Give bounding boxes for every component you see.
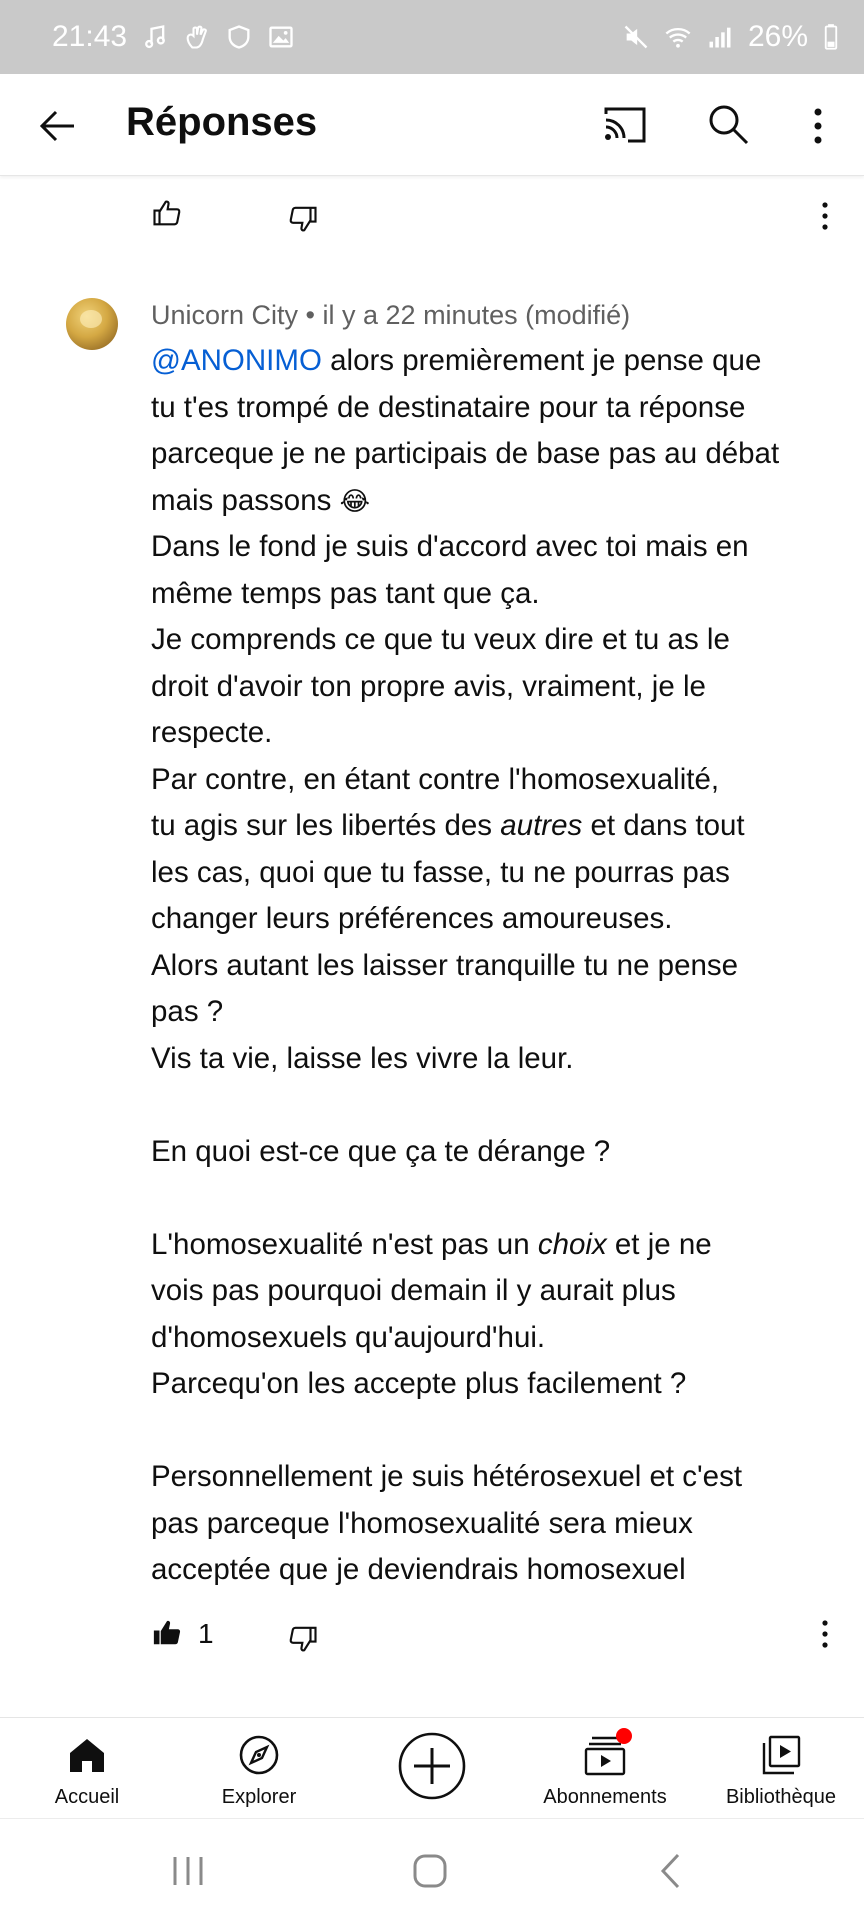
avatar[interactable]: [66, 298, 118, 350]
comment-actions: [0, 1612, 864, 1658]
search-icon[interactable]: [706, 102, 750, 146]
notification-badge: [616, 1728, 632, 1744]
page-title: Réponses: [126, 100, 318, 144]
comment-author[interactable]: Unicorn City: [151, 300, 299, 330]
back-arrow-icon[interactable]: [36, 104, 80, 148]
comment-line: mais passons 😂: [151, 483, 370, 517]
comment-line: vois pas pourquoi demain il y aurait plus: [151, 1274, 676, 1307]
thumb-down-outline-icon[interactable]: [288, 1624, 318, 1654]
image-icon: [267, 23, 295, 51]
like-count: 1: [198, 1618, 214, 1649]
library-icon: [760, 1734, 802, 1776]
back-button-icon[interactable]: [650, 1849, 694, 1893]
nav-item-explore[interactable]: [200, 1718, 318, 1818]
shield-icon: [225, 23, 253, 51]
comment-line: acceptée que je deviendrais homosexuel: [151, 1553, 686, 1586]
comment-line: Je comprends ce que tu veux dire et tu as le: [151, 623, 730, 656]
hand-icon: [183, 23, 211, 51]
comment-line: L'homosexualité n'est pas un choix et je ne: [151, 1227, 712, 1261]
nav-item-subscriptions[interactable]: [534, 1718, 676, 1818]
cast-icon[interactable]: [602, 104, 648, 146]
comment-line: respecte.: [151, 716, 273, 749]
create-plus-icon[interactable]: [398, 1732, 466, 1800]
bottom-nav: [0, 1717, 864, 1817]
status-bar: [0, 0, 864, 74]
comment-line: Alors autant les laisser tranquille tu ne pense: [151, 948, 739, 982]
status-bar-right: [622, 20, 840, 54]
laughing-emoji: 😂: [339, 485, 370, 516]
comment-line: les cas, quoi que tu fasse, tu ne pourras pas: [151, 855, 730, 889]
comment-line: changer leurs préférences amoureuses.: [151, 902, 673, 935]
comment-line: tu t'es trompé de destinataire pour ta réponse: [151, 390, 746, 424]
comment-line: d'homosexuels qu'aujourd'hui.: [151, 1320, 546, 1354]
music-note-icon: [141, 23, 169, 51]
comment-more-icon[interactable]: [812, 200, 838, 234]
comment-header: [151, 300, 630, 331]
status-time: 21:43: [52, 20, 128, 53]
comment-line: pas parceque l'homosexualité sera mieux: [151, 1506, 693, 1540]
thumb-up-outline-icon[interactable]: [152, 198, 182, 228]
comment-more-icon[interactable]: [812, 1618, 838, 1652]
nav-item-home[interactable]: [30, 1718, 144, 1818]
more-vertical-icon[interactable]: [800, 104, 836, 148]
comment-blank-line: [151, 1408, 841, 1455]
comment-time: il y a 22 minutes (modifié): [322, 300, 631, 330]
wifi-icon: [664, 23, 692, 51]
home-icon: [66, 1734, 108, 1776]
comment-line: Vis ta vie, laisse les vivre la leur.: [151, 1041, 574, 1075]
comment-blank-line: [151, 1082, 841, 1129]
signal-icon: [706, 23, 734, 51]
nav-label: Explorer: [221, 1786, 297, 1808]
comment-line: droit d'avoir ton propre avis, vraiment, je le: [151, 669, 706, 703]
home-button-icon[interactable]: [408, 1849, 452, 1893]
previous-comment-actions: [0, 190, 864, 250]
thumb-up-filled-icon[interactable]: [152, 1618, 182, 1648]
comment-line: même temps pas tant que ça.: [151, 576, 540, 610]
comment-line: @ANONIMO alors premièrement je pense que: [151, 344, 762, 377]
comment-blank-line: [151, 1175, 841, 1222]
battery-icon: [822, 23, 840, 51]
nav-label: Abonnements: [543, 1786, 667, 1808]
status-bar-left: [52, 20, 295, 54]
recents-icon[interactable]: [166, 1849, 210, 1893]
comment-line: Par contre, en étant contre l'homosexualité,: [151, 762, 720, 796]
mention-link[interactable]: @ANONIMO: [151, 344, 322, 377]
compass-icon: [238, 1734, 280, 1776]
mute-icon: [622, 23, 650, 51]
app-bar: [0, 74, 864, 176]
thumb-down-outline-icon[interactable]: [288, 204, 318, 234]
battery-percent: 26%: [747, 20, 808, 53]
comment-line: Personnellement je suis hétérosexuel et c'est: [151, 1460, 743, 1493]
comment-line: En quoi est-ce que ça te dérange ?: [151, 1134, 611, 1168]
nav-label: Accueil: [54, 1786, 120, 1808]
comment-line: Parcequ'on les accepte plus facilement ?: [151, 1367, 687, 1400]
comment-line: Dans le fond je suis d'accord avec toi mais en: [151, 530, 749, 563]
comment-line: pas ?: [151, 995, 224, 1028]
comment-line: parceque je ne participais de base pas au débat: [151, 437, 780, 470]
nav-label: Bibliothèque: [725, 1786, 837, 1808]
header-separator: •: [298, 300, 323, 330]
comment-line: tu agis sur les libertés des autres et dans tout: [151, 809, 745, 842]
nav-item-library[interactable]: [712, 1718, 850, 1818]
comment-body: [151, 338, 841, 1594]
system-nav-bar: [0, 1818, 864, 1920]
